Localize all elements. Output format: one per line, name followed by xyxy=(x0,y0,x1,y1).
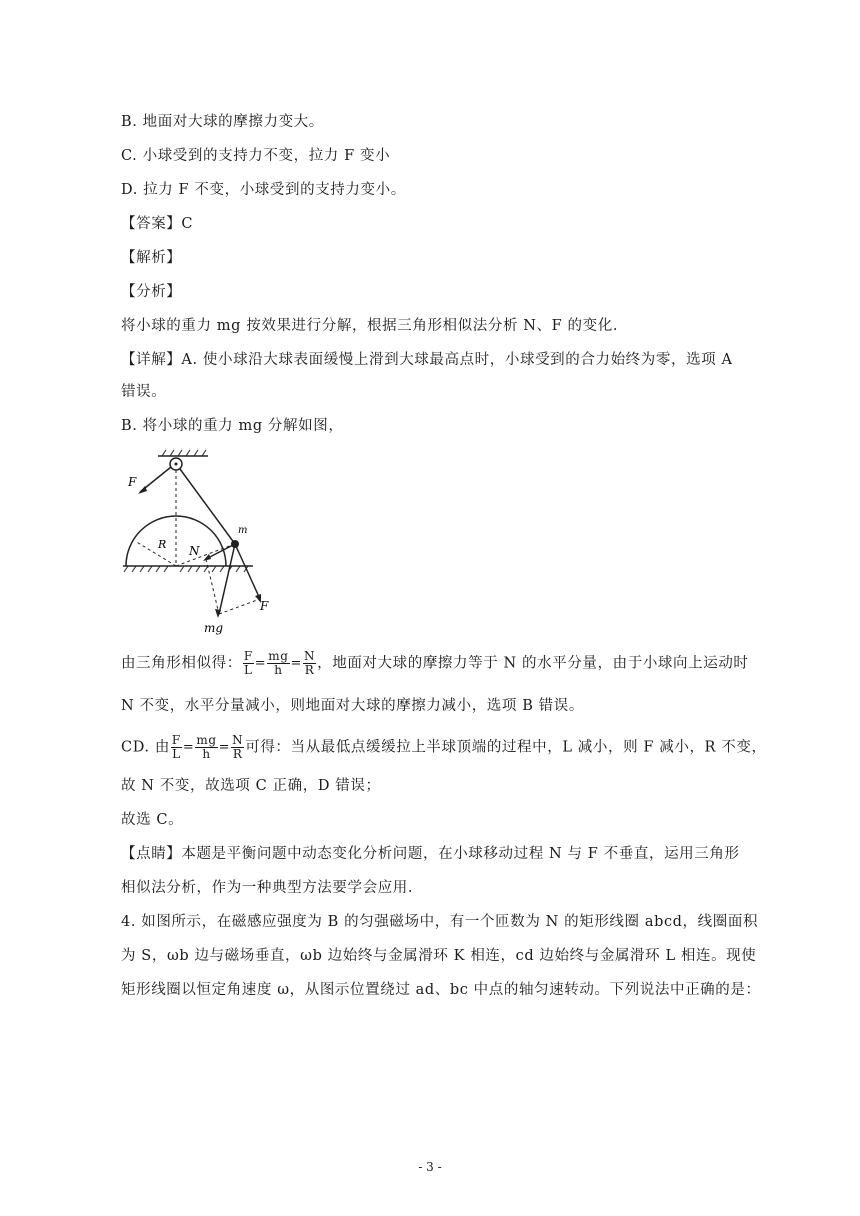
b-intro: B. 将小球的重力 mg 分解如图， xyxy=(121,418,344,434)
fraction-f-over-l-cd: $\frac{F}{L}$ xyxy=(171,733,181,761)
option-d: D. 拉力 F 不变，小球受到的支持力变小。 xyxy=(121,182,406,198)
cd-line-2: 故 N 不变，故选项 C 正确，D 错误； xyxy=(121,778,381,794)
fenxi-heading: 【分析】 xyxy=(121,284,182,300)
sim-suffix: ，地面对大球的摩擦力等于 N 的水平分量，由于小球向上运动时 xyxy=(317,655,749,672)
choose-c: 故选 C。 xyxy=(121,812,184,828)
label-m: m xyxy=(238,525,248,536)
cd-line: CD. 由 $\frac{F}{L}$ = $\frac{mg}{h}$ = $\frac{N}{R}$ 可得：当从最低点缓缓拉上半球顶端的过程中，L 减小，则 F 减小，R 不变， xyxy=(121,733,767,761)
fraction-n-over-r-cd: $\frac{N}{R}$ xyxy=(232,733,244,761)
fraction-mg-over-h-cd: $\frac{mg}{h}$ xyxy=(196,733,217,761)
label-f-top: F xyxy=(128,475,137,489)
page-number: - 3 - xyxy=(418,1160,442,1174)
dianjing-line-1: 【点睛】本题是平衡问题中动态变化分析问题，在小球移动过程 N 与 F 不垂直，运用三角形 xyxy=(121,846,740,862)
answer: 【答案】C xyxy=(121,216,194,232)
question-4-line-1: 4. 如图所示，在磁感应强度为 B 的匀强磁场中，有一个匝数为 N 的矩形线圈 abcd，线圈面积 xyxy=(121,914,759,930)
fraction-n-over-r: $\frac{N}{R}$ xyxy=(304,649,316,677)
analysis-heading: 【解析】 xyxy=(121,250,182,266)
fenxi-text: 将小球的重力 mg 按效果进行分解，根据三角形相似法分析 N、F 的变化. xyxy=(121,318,619,334)
option-c: C. 小球受到的支持力不变，拉力 F 变小 xyxy=(121,148,391,164)
question-4-line-2: 为 S，ωb 边与磁场垂直，ωb 边始终与金属滑环 K 相连，cd 边始终与金属滑环 L 相连。现使 xyxy=(121,948,757,964)
dianjing-line-2: 相似法分析，作为一种典型方法要学会应用. xyxy=(121,880,414,896)
sim-prefix: 由三角形相似得： xyxy=(121,655,242,672)
label-f-bottom: F xyxy=(260,599,269,613)
force-diagram-figure xyxy=(118,446,288,642)
question-4-line-3: 矩形线圈以恒定角速度 ω，从图示位置绕过 ad、bc 中点的轴匀速转动。下列说法中正确的是： xyxy=(121,982,761,998)
option-b: B. 地面对大球的摩擦力变大。 xyxy=(121,114,324,130)
fraction-mg-over-h: $\frac{mg}{h}$ xyxy=(268,649,289,677)
detail-line-2: 错误。 xyxy=(121,384,167,400)
similar-triangles-line: 由三角形相似得： $\frac{F}{L}$ = $\frac{mg}{h}$ = $\frac{N}{R}$ ，地面对大球的摩擦力等于 N 的水平分量，由于小球向上运动时 xyxy=(121,649,749,677)
label-n: N xyxy=(189,544,200,558)
sim-line-2: N 不变，水平分量减小，则地面对大球的摩擦力减小，选项 B 错误。 xyxy=(121,698,584,714)
cd-prefix: CD. 由 xyxy=(121,739,170,756)
label-r: R xyxy=(158,538,167,551)
detail-line-1: 【详解】A. 使小球沿大球表面缓慢上滑到大球最高点时，小球受到的合力始终为零，选项 A xyxy=(121,352,733,368)
cd-suffix: 可得：当从最低点缓缓拉上半球顶端的过程中，L 减小，则 F 减小，R 不变， xyxy=(245,739,767,756)
label-mg: mg xyxy=(204,621,224,635)
fraction-f-over-l: $\frac{F}{L}$ xyxy=(243,649,253,677)
